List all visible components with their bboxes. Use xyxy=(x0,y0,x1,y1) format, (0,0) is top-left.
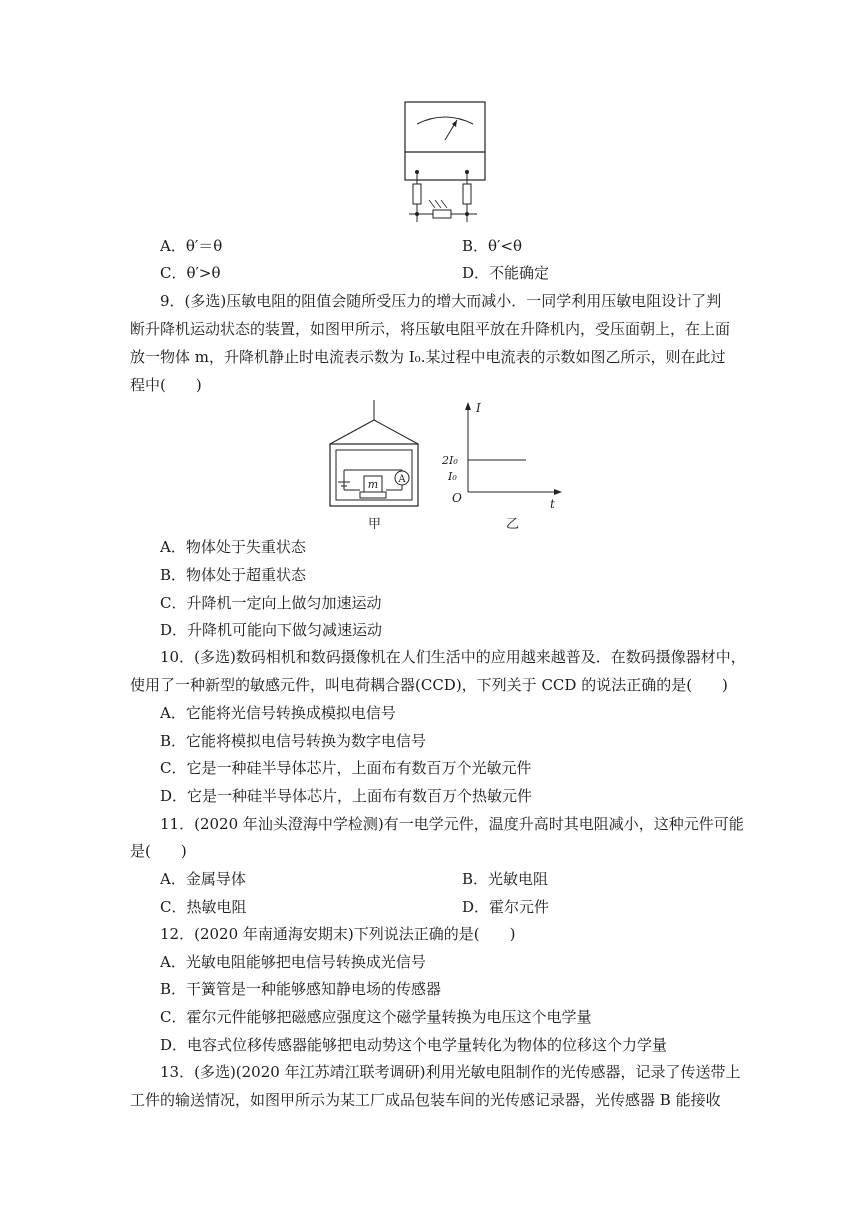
q11-stem-line: 11．(2020 年汕头澄海中学检测)有一电学元件，温度升高时其电阻减小，这种元件可能 xyxy=(160,815,744,833)
figure-caption-jia: 甲 xyxy=(368,517,382,532)
q9-stem-line: 放一物体 m，升降机静止时电流表示数为 I₀.某过程中电流表的示数如图乙所示，则在此过 xyxy=(130,348,726,366)
q9-stem-line: 程中( ) xyxy=(130,376,202,394)
tick-i0: I₀ xyxy=(448,470,457,483)
q9-option: C．升降机一定向上做匀加速运动 xyxy=(160,594,382,612)
y-axis-label: I xyxy=(476,401,481,415)
q8-option-c: C．θ′>θ xyxy=(160,264,221,282)
q11-option-c: C．热敏电阻 xyxy=(160,898,247,916)
q12-stem-line: 12．(2020 年南通海安期末)下列说法正确的是( ) xyxy=(160,925,516,943)
current-time-graph xyxy=(440,398,570,510)
q13-stem-line: 13．(多选)(2020 年江苏靖江联考调研)利用光敏电阻制作的光传感器，记录了传送带上 xyxy=(160,1063,741,1081)
q10-option: B．它能将模拟电信号转换为数字电信号 xyxy=(160,732,427,750)
q9-option: B．物体处于超重状态 xyxy=(160,566,307,584)
q9-stem-line: 断升降机运动状态的装置，如图甲所示，将压敏电阻平放在升降机内，受压面朝上，在上面 xyxy=(130,320,731,338)
q11-option-a: A．金属导体 xyxy=(160,870,246,888)
meter-circuit-figure xyxy=(395,100,495,230)
q10-stem-line: 使用了一种新型的敏感元件，叫电荷耦合器(CCD)，下列关于 CCD 的说法正确的是( ) xyxy=(130,676,728,694)
q11-option-d: D．霍尔元件 xyxy=(462,898,550,916)
origin-label: O xyxy=(452,491,462,505)
elevator-figure xyxy=(322,398,432,513)
q12-option: C．霍尔元件能够把磁感应强度这个磁学量转换为电压这个电学量 xyxy=(160,1008,592,1026)
q10-option: C．它是一种硅半导体芯片，上面布有数百万个光敏元件 xyxy=(160,759,532,777)
q10-option: D．它是一种硅半导体芯片，上面布有数百万个热敏元件 xyxy=(160,787,533,805)
ammeter-label: A xyxy=(398,474,406,485)
q13-stem-line: 工件的输送情况，如图甲所示为某工厂成品包装车间的光传感记录器，光传感器 B 能接收 xyxy=(130,1091,721,1109)
q10-option: A．它能将光信号转换成模拟电信号 xyxy=(160,704,396,722)
figure-caption-yi: 乙 xyxy=(506,517,520,532)
q9-option: A．物体处于失重状态 xyxy=(160,538,306,556)
x-axis-label: t xyxy=(550,497,555,510)
mass-label: m xyxy=(367,478,379,491)
q8-option-a: A．θ′＝θ xyxy=(160,237,223,255)
q11-option-b: B．光敏电阻 xyxy=(462,870,549,888)
q8-option-d: D．不能确定 xyxy=(462,264,550,282)
q11-stem-line: 是( ) xyxy=(130,842,187,860)
q12-option: A．光敏电阻能够把电信号转换成光信号 xyxy=(160,953,426,971)
q9-option: D．升降机可能向下做匀减速运动 xyxy=(160,621,383,639)
q9-stem-line: 9．(多选)压敏电阻的阻值会随所受压力的增大而减小．一同学利用压敏电阻设计了判 xyxy=(160,292,722,310)
tick-2i0: 2I₀ xyxy=(442,454,458,467)
q10-stem-line: 10．(多选)数码相机和数码摄像机在人们生活中的应用越来越普及．在数码摄像器材中， xyxy=(160,648,746,666)
q12-option: B．干簧管是一种能够感知静电场的传感器 xyxy=(160,980,442,998)
q12-option: D．电容式位移传感器能够把电动势这个电学量转化为物体的位移这个力学量 xyxy=(160,1036,668,1054)
q8-option-b: B．θ′<θ xyxy=(462,237,523,255)
